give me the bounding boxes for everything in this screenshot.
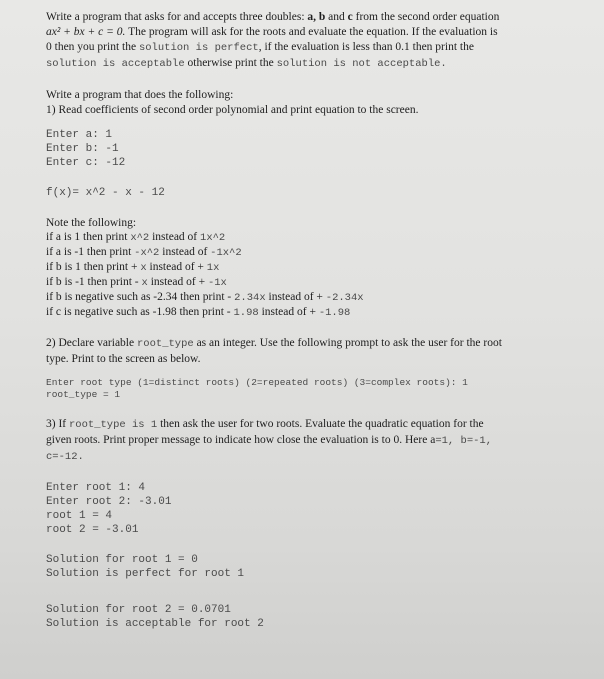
note-1: if a is 1 then print x^2 instead of 1x^2	[46, 231, 226, 244]
text: , if the evaluation is less than 0.1 then print the	[258, 41, 474, 53]
io-line: Enter root 2: -3.01	[46, 496, 172, 508]
equation: ax² + bx + c = 0.	[46, 26, 126, 38]
step-2	[46, 336, 584, 367]
io-line: Enter root type (1=distinct roots) (2=repeated roots) (3=complex roots): 1	[46, 377, 468, 388]
intro-line-2	[46, 25, 584, 40]
io-line: Enter b: -1	[46, 143, 119, 155]
task-line-1: Write a program that does the following:	[46, 89, 234, 101]
io-line: Solution is perfect for root 1	[46, 568, 245, 580]
io-line: root 1 = 4	[46, 510, 113, 522]
text: and	[325, 11, 348, 23]
io-line: Solution for root 2 = 0.0701	[46, 604, 231, 616]
intro-line-4	[46, 56, 584, 72]
notes-section	[46, 216, 584, 320]
text: otherwise print the	[184, 57, 277, 69]
note-5: if b is negative such as -2.34 then print - 2.34x instead of + -2.34x	[46, 291, 364, 304]
step-3	[46, 417, 584, 465]
io-line: Enter c: -12	[46, 157, 126, 169]
io-line: Solution is acceptable for root 2	[46, 618, 264, 630]
task-heading	[46, 88, 584, 118]
var-ab: a, b	[307, 11, 326, 23]
var-c: c	[347, 11, 353, 23]
step3-line-2: given roots. Print proper message to indicate how close the evaluation is to 0. Here a=1, b=-1,	[46, 434, 493, 447]
code-acceptable: solution is acceptable	[46, 58, 185, 70]
intro-paragraph	[46, 10, 584, 72]
step3-line-1: 3) If root_type is 1 then ask the user for two roots. Evaluate the quadratic equation for the	[46, 418, 484, 431]
io-line: root 2 = -3.01	[46, 524, 139, 536]
text: from the second order equation	[352, 11, 500, 23]
function-output: f(x)= x^2 - x - 12	[46, 187, 165, 199]
text: 0 then you print the	[46, 41, 139, 53]
io-coefficients	[46, 128, 584, 170]
code-perfect: solution is perfect	[138, 42, 259, 54]
io-root-type	[46, 377, 584, 401]
note-4: if b is -1 then print - x instead of + -1x	[46, 276, 227, 289]
io-roots	[46, 481, 584, 537]
io-line: Enter root 1: 4	[46, 482, 146, 494]
step3-line-3: c=-12.	[46, 451, 84, 463]
code-not-acceptable: solution is not acceptable.	[276, 58, 447, 70]
io-solution-1	[46, 553, 584, 581]
text: The program will ask for the roots and evaluate the equation. If the evaluation is	[125, 26, 498, 38]
step2-line-1: 2) Declare variable root_type as an integer. Use the following prompt to ask the user for the root	[46, 337, 502, 350]
intro-line-3	[46, 40, 584, 56]
intro-line-1	[46, 10, 584, 25]
note-2: if a is -1 then print -x^2 instead of -1x^2	[46, 246, 242, 259]
io-solution-2	[46, 603, 584, 631]
task-line-2: 1) Read coefficients of second order polynomial and print equation to the screen.	[46, 104, 419, 116]
io-line: Solution for root 1 = 0	[46, 554, 198, 566]
step2-line-2: type. Print to the screen as below.	[46, 353, 201, 365]
notes-title: Note the following:	[46, 217, 137, 229]
note-3: if b is 1 then print + x instead of + 1x	[46, 261, 220, 274]
io-line: root_type = 1	[46, 389, 121, 400]
note-6: if c is negative such as -1.98 then print - 1.98 instead of + -1.98	[46, 306, 351, 319]
io-line: Enter a: 1	[46, 129, 113, 141]
text: Write a program that asks for and accepts three doubles:	[46, 11, 308, 23]
